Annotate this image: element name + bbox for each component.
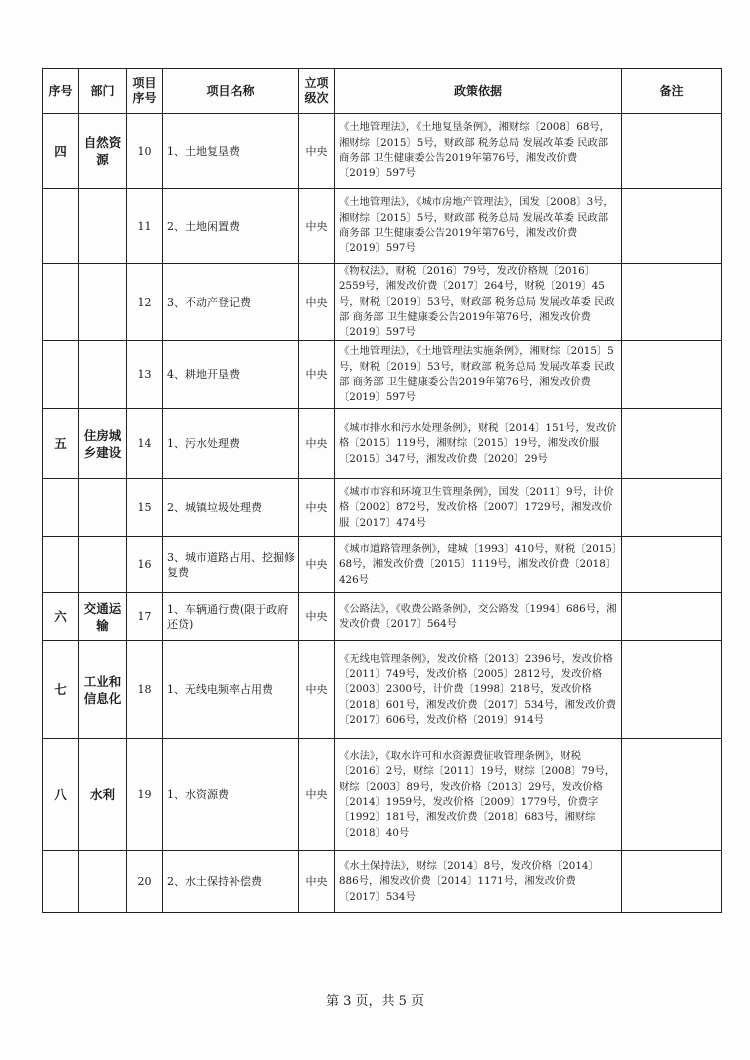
- fee-table: [42, 68, 722, 913]
- cell-seq: [43, 189, 79, 264]
- cell-item-name: 3、不动产登记费: [163, 264, 299, 341]
- header-level: 立项级次: [299, 69, 335, 114]
- cell-remark: [622, 189, 722, 264]
- cell-item-no: 11: [127, 189, 163, 264]
- cell-basis: 《城市道路管理条例》，建城〔1993〕410号，财税〔2015〕68号，湘发改价费〔2015〕1119号，湘发改价费〔2018〕426号: [335, 537, 622, 593]
- cell-remark: [622, 641, 722, 739]
- cell-item-no: 12: [127, 264, 163, 341]
- cell-basis: 《公路法》，《收费公路条例》，交公路发〔1994〕686号，湘发改价费〔2017〕564号: [335, 593, 622, 641]
- cell-item-no: 13: [127, 341, 163, 409]
- cell-level: 中央: [299, 739, 335, 851]
- cell-item-no: 19: [127, 739, 163, 851]
- table-row: [43, 739, 722, 851]
- cell-level: 中央: [299, 851, 335, 913]
- table-row: [43, 537, 722, 593]
- cell-level: 中央: [299, 114, 335, 189]
- cell-remark: [622, 264, 722, 341]
- cell-dept: [79, 851, 127, 913]
- cell-item-no: 10: [127, 114, 163, 189]
- cell-item-no: 20: [127, 851, 163, 913]
- table-header-row: [43, 69, 722, 114]
- header-dept: 部门: [79, 69, 127, 114]
- cell-dept: 水利: [79, 739, 127, 851]
- table-row: [43, 341, 722, 409]
- cell-item-no: 17: [127, 593, 163, 641]
- cell-dept: 工业和信息化: [79, 641, 127, 739]
- cell-basis: 《土地管理法》，《城市房地产管理法》，国发〔2008〕3号，湘财综〔2015〕5号，财政部 税务总局 发展改革委 民政部 商务部 卫生健康委公告2019年第76号，湘发改价费〔2019〕597号: [335, 189, 622, 264]
- cell-level: 中央: [299, 264, 335, 341]
- cell-basis: 《土地管理法》，《土地复垦条例》，湘财综〔2008〕68号，湘财综〔2015〕5号，财政部 税务总局 发展改革委 民政部 商务部 卫生健康委公告2019年第76号，湘发改价费〔2019〕597号: [335, 114, 622, 189]
- cell-item-name: 1、无线电频率占用费: [163, 641, 299, 739]
- cell-dept: [79, 479, 127, 537]
- cell-remark: [622, 851, 722, 913]
- cell-remark: [622, 114, 722, 189]
- cell-seq: [43, 341, 79, 409]
- cell-seq: 五: [43, 409, 79, 479]
- header-remark: 备注: [622, 69, 722, 114]
- cell-remark: [622, 593, 722, 641]
- cell-item-name: 2、水土保持补偿费: [163, 851, 299, 913]
- table-row: [43, 851, 722, 913]
- header-item-name: 项目名称: [163, 69, 299, 114]
- header-basis: 政策依据: [335, 69, 622, 114]
- cell-level: 中央: [299, 189, 335, 264]
- cell-basis: 《土地管理法》，《土地管理法实施条例》，湘财综〔2015〕5号，财税〔2019〕53号，财政部 税务总局 发展改革委 民政部 商务部 卫生健康委公告2019年第76号，湘发改价费〔2019〕597号: [335, 341, 622, 409]
- cell-level: 中央: [299, 341, 335, 409]
- cell-item-name: 4、耕地开垦费: [163, 341, 299, 409]
- cell-item-name: 1、车辆通行费(限于政府还贷): [163, 593, 299, 641]
- cell-dept: 住房城乡建设: [79, 409, 127, 479]
- cell-item-no: 16: [127, 537, 163, 593]
- cell-dept: [79, 537, 127, 593]
- cell-item-no: 18: [127, 641, 163, 739]
- cell-remark: [622, 537, 722, 593]
- cell-item-no: 14: [127, 409, 163, 479]
- cell-basis: 《水土保持法》，财综〔2014〕8号，发改价格〔2014〕886号，湘发改价费〔2014〕1171号，湘发改价费〔2017〕534号: [335, 851, 622, 913]
- cell-item-name: 1、污水处理费: [163, 409, 299, 479]
- cell-basis: 《城市排水和污水处理条例》，财税〔2014〕151号，发改价格〔2015〕119号，湘财综〔2015〕19号，湘发改价服〔2015〕347号，湘发改价费〔2020〕29号: [335, 409, 622, 479]
- cell-item-name: 1、土地复垦费: [163, 114, 299, 189]
- cell-remark: [622, 409, 722, 479]
- cell-seq: [43, 479, 79, 537]
- table-row: [43, 593, 722, 641]
- cell-dept: [79, 264, 127, 341]
- cell-level: 中央: [299, 479, 335, 537]
- cell-seq: 六: [43, 593, 79, 641]
- cell-remark: [622, 479, 722, 537]
- cell-item-name: 1、水资源费: [163, 739, 299, 851]
- cell-item-name: 3、城市道路占用、挖掘修复费: [163, 537, 299, 593]
- table-row: [43, 264, 722, 341]
- table-row: [43, 114, 722, 189]
- cell-item-name: 2、土地闲置费: [163, 189, 299, 264]
- cell-seq: [43, 264, 79, 341]
- cell-level: 中央: [299, 593, 335, 641]
- header-seq: 序号: [43, 69, 79, 114]
- cell-basis: 《城市市容和环境卫生管理条例》，国发〔2011〕9号，计价格〔2002〕872号，发改价格〔2007〕1729号，湘发改价服〔2017〕474号: [335, 479, 622, 537]
- page-number: 第 3 页，共 5 页: [325, 994, 425, 1009]
- table-row: [43, 641, 722, 739]
- cell-seq: [43, 537, 79, 593]
- table-row: [43, 479, 722, 537]
- cell-seq: [43, 851, 79, 913]
- table-row: [43, 409, 722, 479]
- cell-dept: 自然资源: [79, 114, 127, 189]
- cell-basis: 《无线电管理条例》，发改价格〔2013〕2396号，发改价格〔2011〕749号，发改价格〔2005〕2812号，发改价格〔2003〕2300号，计价费〔1998〕218号，发改价格〔2018〕601号，湘发改价费〔2017〕534号，湘发改价费〔2017〕606号，发改价格〔2019〕914号: [335, 641, 622, 739]
- cell-seq: 七: [43, 641, 79, 739]
- header-item-no: 项目序号: [127, 69, 163, 114]
- cell-seq: 四: [43, 114, 79, 189]
- cell-level: 中央: [299, 641, 335, 739]
- cell-level: 中央: [299, 409, 335, 479]
- cell-remark: [622, 341, 722, 409]
- cell-dept: [79, 189, 127, 264]
- cell-level: 中央: [299, 537, 335, 593]
- cell-seq: 八: [43, 739, 79, 851]
- cell-item-no: 15: [127, 479, 163, 537]
- cell-dept: 交通运输: [79, 593, 127, 641]
- cell-dept: [79, 341, 127, 409]
- cell-remark: [622, 739, 722, 851]
- cell-basis: 《物权法》，财税〔2016〕79号，发改价格规〔2016〕2559号，湘发改价费〔2017〕264号，财税〔2019〕45号，财税〔2019〕53号，财政部 税务总局 发展改革委 民政部 商务部 卫生健康委公告2019年第76号，湘发改价费〔2019〕597号: [335, 264, 622, 341]
- table-row: [43, 189, 722, 264]
- cell-basis: 《水法》，《取水许可和水资源费征收管理条例》，财税〔2016〕2号，财综〔2011〕19号，财综〔2008〕79号，财综〔2003〕89号，发改价格〔2013〕29号，发改价格〔2014〕1959号，发改价格〔2009〕1779号，价费字〔1992〕181号，湘发改价费〔2018〕683号，湘财综〔2018〕40号: [335, 739, 622, 851]
- cell-item-name: 2、城镇垃圾处理费: [163, 479, 299, 537]
